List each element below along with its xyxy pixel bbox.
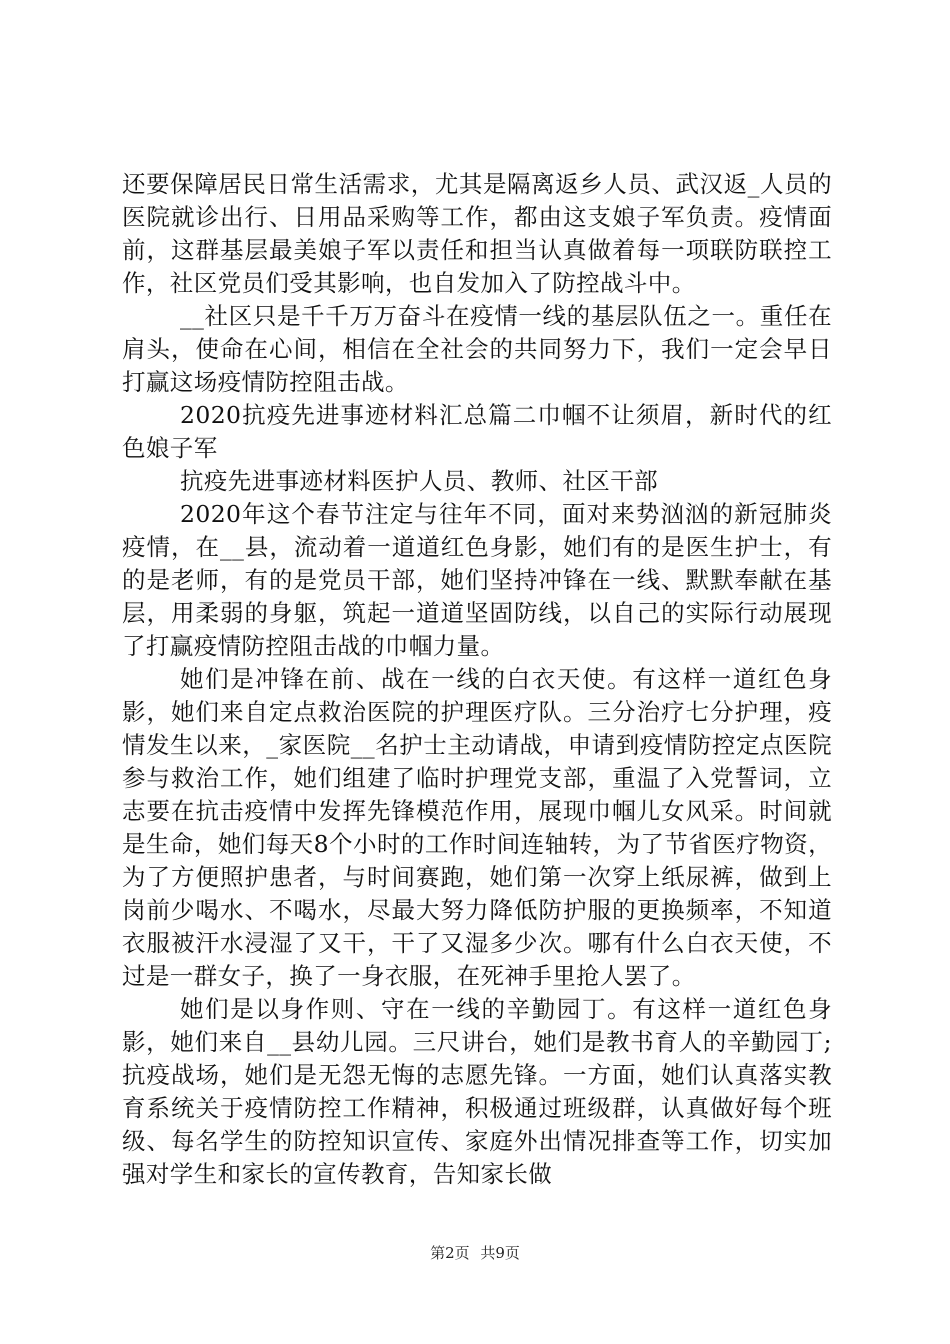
paragraph-teachers: 她们是以身作则、守在一线的辛勤园丁。有这样一道红色身影，她们来自__县幼儿园。三尺讲台，她们是教书育人的辛勤园丁;抗疫战场，她们是无怨无悔的志愿先锋。一方面，她们认真落实教育系统关于疫情防控工作精神，积极通过班级群，认真做好每个班级、每名学生的防控知识宣传、家庭外出情况排查等工作，切实加强对学生和家长的宣传教育，告知家长做 <box>122 995 832 1188</box>
section-heading: 2020抗疫先进事迹材料汇总篇二巾帼不让须眉，新时代的红色娘子军 <box>122 401 832 462</box>
paragraph-nurses: 她们是冲锋在前、战在一线的白衣天使。有这样一道红色身影，她们来自定点救治医院的护理医疗队。三分治疗七分护理，疫情发生以来，_家医院__名护士主动请战，申请到疫情防控定点医院参与救治工作，她们组建了临时护理党支部，重温了入党誓词，立志要在抗击疫情中发挥先锋模范作用，展现巾帼儿女风采。时间就是生命，她们每天8个小时的工作时间连轴转，为了节省医疗物资，为了方便照护患者，与时间赛跑，她们第一次穿上纸尿裤，做到上岗前少喝水、不喝水，尽最大努力降低防护服的更换频率，不知道衣服被汗水浸湿了又干，干了又湿多少次。哪有什么白衣天使，不过是一群女子，换了一身衣服，在死神手里抢人罢了。 <box>122 665 832 990</box>
section-subheading: 抗疫先进事迹材料医护人员、教师、社区干部 <box>180 467 658 495</box>
page-total: 共9页 <box>480 1244 520 1262</box>
paragraph-community: __社区只是千千万万奋斗在疫情一线的基层队伍之一。重任在肩头，使命在心间，相信在全社会的共同努力下，我们一定会早日打赢这场疫情防控阻击战。 <box>122 302 832 396</box>
page-number: 第2页 <box>430 1244 470 1262</box>
document-body <box>122 168 832 1191</box>
page-footer <box>0 1243 950 1263</box>
paragraph-continuation: 还要保障居民日常生活需求，尤其是隔离返乡人员、武汉返_人员的医院就诊出行、日用品采购等工作，都由这支娘子军负责。疫情面前，这群基层最美娘子军以责任和担当认真做着每一项联防联控工作，社区党员们受其影响，也自发加入了防控战斗中。 <box>122 170 832 297</box>
paragraph-intro: 2020年这个春节注定与往年不同，面对来势汹汹的新冠肺炎疫情，在__县，流动着一道道红色身影，她们有的是医生护士，有的是老师，有的是党员干部，她们坚持冲锋在一线、默默奉献在基层，用柔弱的身躯，筑起一道道坚固防线，以自己的实际行动展现了打赢疫情防控阻击战的巾帼力量。 <box>122 500 832 660</box>
